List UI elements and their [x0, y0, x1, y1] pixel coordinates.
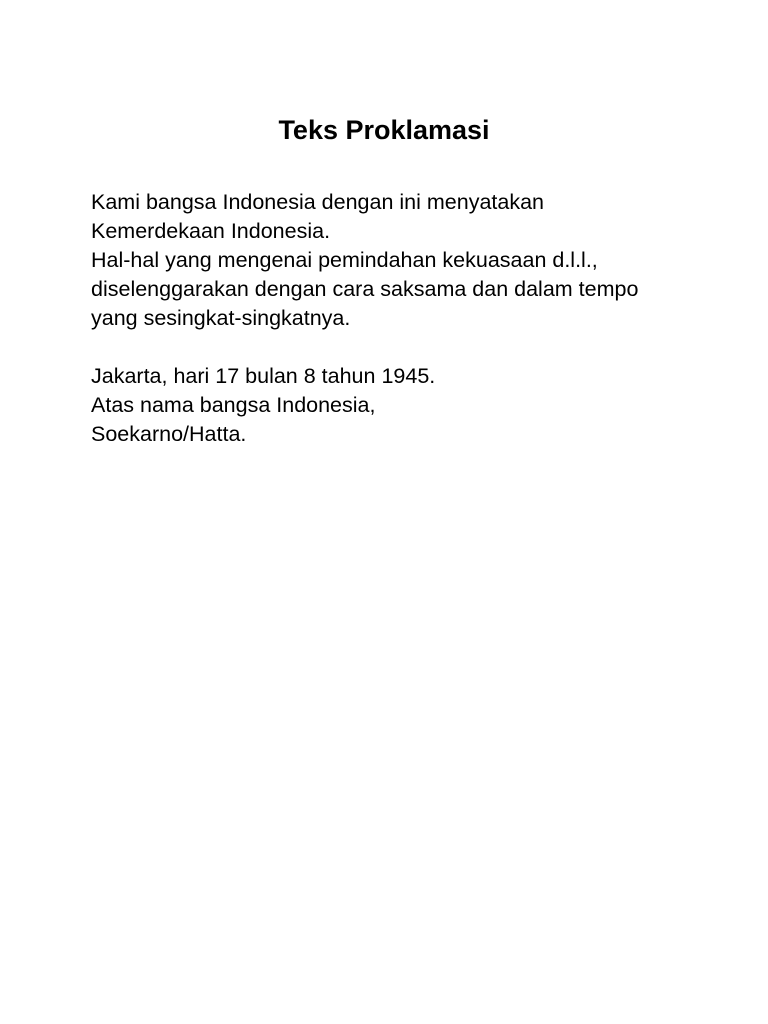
place-date-line: Jakarta, hari 17 bulan 8 tahun 1945. [91, 364, 436, 388]
text-line: Kami bangsa Indonesia dengan ini menyatakan [91, 190, 545, 214]
text-line: Kemerdekaan Indonesia. [91, 219, 331, 243]
text-line: diselenggarakan dengan cara saksama dan dalam tempo [91, 277, 639, 301]
text-line: Hal-hal yang mengenai pemindahan kekuasaan d.l.l., [91, 248, 598, 272]
text-line: yang sesingkat-singkatnya. [91, 306, 351, 330]
paragraph-spacer [91, 333, 731, 362]
proclamation-paragraph [91, 188, 731, 333]
on-behalf-line: Atas nama bangsa Indonesia, [91, 393, 376, 417]
closing-block [91, 362, 731, 449]
document-body [91, 188, 731, 449]
document-title: Teks Proklamasi [278, 115, 490, 145]
signatories-line: Soekarno/Hatta. [91, 422, 247, 446]
